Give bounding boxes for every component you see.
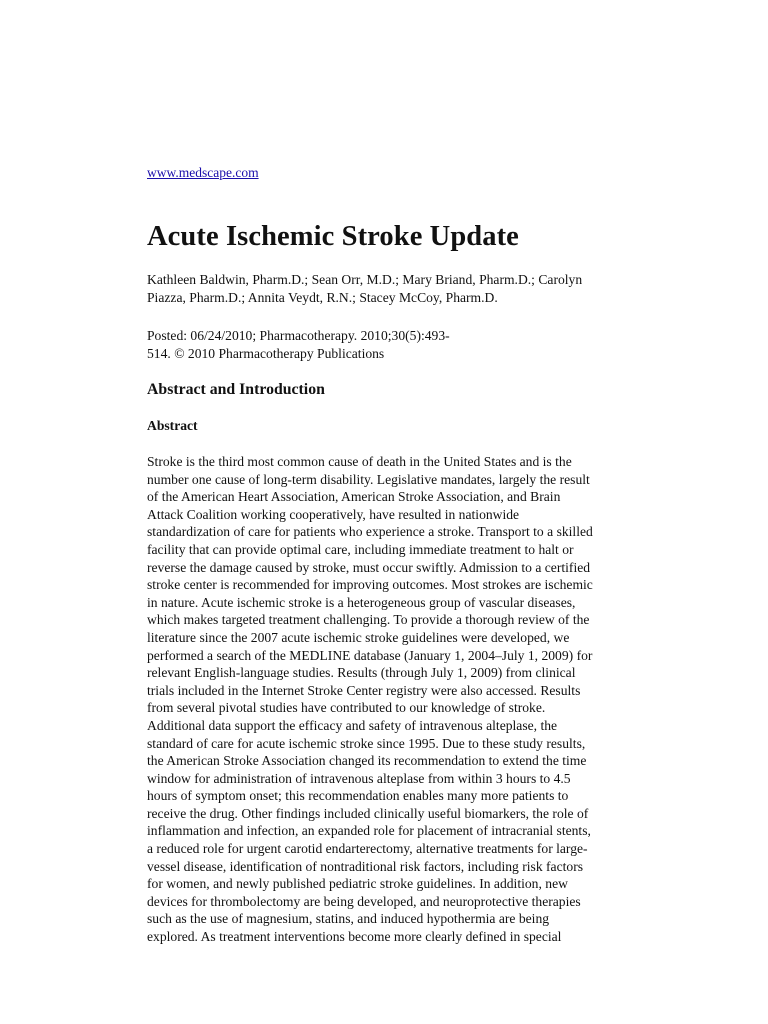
abstract-line: literature since the 2007 acute ischemic stroke guidelines were developed, we bbox=[147, 629, 570, 645]
article-title: Acute Ischemic Stroke Update bbox=[147, 221, 519, 252]
source-link[interactable]: www.medscape.com bbox=[147, 165, 259, 180]
abstract-line: a reduced role for urgent carotid endarterectomy, alternative treatments for large- bbox=[147, 841, 588, 857]
abstract-line: for women, and newly published pediatric stroke guidelines. In addition, new bbox=[147, 876, 568, 892]
abstract-line: receive the drug. Other findings included clinically useful biomarkers, the role of bbox=[147, 805, 589, 821]
publication-line: 514. © 2010 Pharmacotherapy Publications bbox=[147, 345, 385, 361]
abstract-line: facility that can provide optimal care, including immediate treatment to halt or bbox=[147, 541, 574, 557]
abstract-line: from several pivotal studies have contributed to our knowledge of stroke. bbox=[147, 700, 546, 716]
publication-info bbox=[147, 327, 637, 362]
authors bbox=[147, 271, 637, 306]
abstract-line: vessel disease, identification of nontraditional risk factors, including risk factors bbox=[147, 858, 584, 874]
abstract-body bbox=[147, 453, 637, 946]
abstract-line: devices for thrombolectomy are being developed, and neuroprotective therapies bbox=[147, 893, 581, 909]
abstract-line: hours of symptom onset; this recommendation enables many more patients to bbox=[147, 788, 569, 804]
abstract-line: stroke center is recommended for improving outcomes. Most strokes are ischemic bbox=[147, 577, 593, 593]
abstract-line: number one cause of long-term disability. Legislative mandates, largely the result bbox=[147, 471, 590, 487]
abstract-line: in nature. Acute ischemic stroke is a heterogeneous group of vascular diseases, bbox=[147, 594, 576, 610]
abstract-line: which makes targeted treatment challenging. To provide a thorough review of the bbox=[147, 612, 590, 628]
abstract-line: inflammation and infection, an expanded role for placement of intracranial stents, bbox=[147, 823, 591, 839]
abstract-line: reverse the damage caused by stroke, must occur swiftly. Admission to a certified bbox=[147, 559, 591, 575]
abstract-heading: Abstract bbox=[147, 418, 198, 433]
abstract-line: performed a search of the MEDLINE database (January 1, 2004–July 1, 2009) for bbox=[147, 647, 593, 663]
abstract-line: Additional data support the efficacy and safety of intravenous alteplase, the bbox=[147, 717, 558, 733]
abstract-line: of the American Heart Association, American Stroke Association, and Brain bbox=[147, 489, 561, 505]
abstract-line: trials included in the Internet Stroke Center registry were also accessed. Results bbox=[147, 682, 581, 698]
abstract-line: the American Stroke Association changed its recommendation to extend the time bbox=[147, 753, 587, 769]
abstract-line: Attack Coalition working cooperatively, have resulted in nationwide bbox=[147, 506, 520, 522]
publication-line: Posted: 06/24/2010; Pharmacotherapy. 2010;30(5):493- bbox=[147, 328, 450, 343]
abstract-line: window for administration of intravenous alteplase from within 3 hours to 4.5 bbox=[147, 770, 571, 786]
abstract-line: explored. As treatment interventions become more clearly defined in special bbox=[147, 929, 562, 945]
abstract-line: standard of care for acute ischemic stroke since 1995. Due to these study results, bbox=[147, 735, 586, 751]
abstract-line: relevant English-language studies. Results (through July 1, 2009) from clinical bbox=[147, 665, 576, 681]
abstract-line: Stroke is the third most common cause of death in the United States and is the bbox=[147, 454, 572, 469]
authors-line: Kathleen Baldwin, Pharm.D.; Sean Orr, M.D.; Mary Briand, Pharm.D.; Carolyn bbox=[147, 272, 583, 287]
authors-line: Piazza, Pharm.D.; Annita Veydt, R.N.; Stacey McCoy, Pharm.D. bbox=[147, 289, 498, 305]
section-heading: Abstract and Introduction bbox=[147, 381, 325, 398]
abstract-line: such as the use of magnesium, statins, and induced hypothermia are being bbox=[147, 911, 550, 927]
abstract-line: standardization of care for patients who experience a stroke. Transport to a skilled bbox=[147, 524, 593, 540]
